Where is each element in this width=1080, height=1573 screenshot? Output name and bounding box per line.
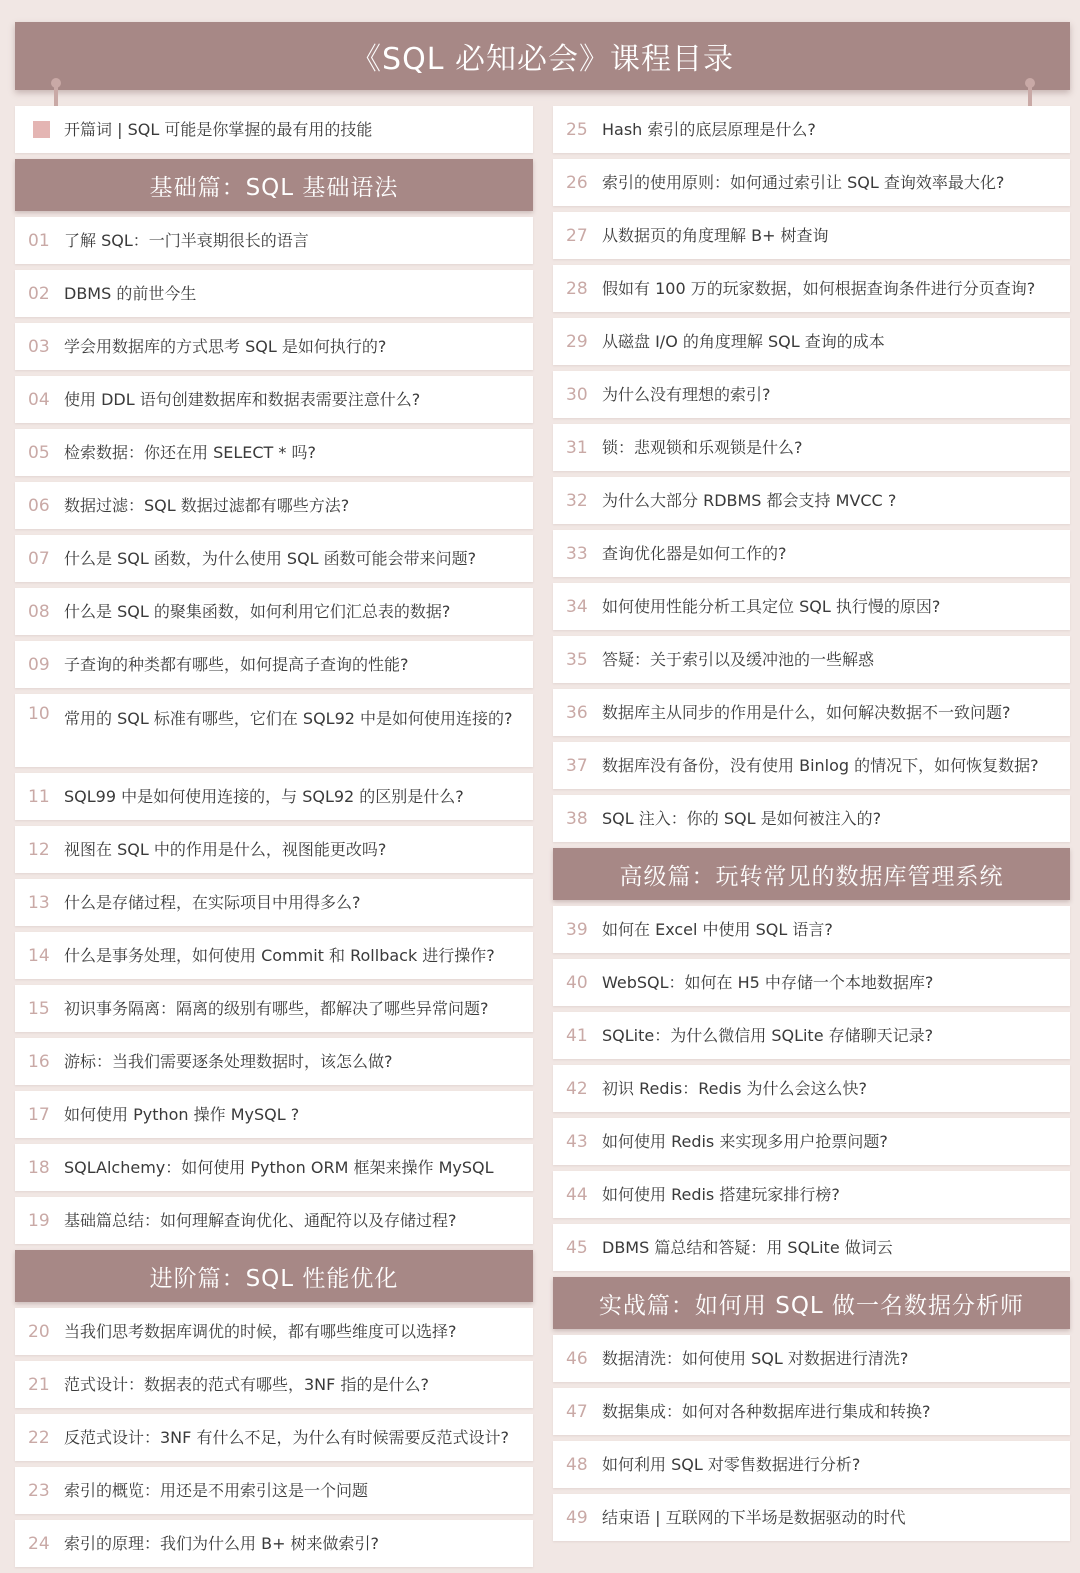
- lesson-number: 25: [566, 119, 588, 140]
- lesson-number: 40: [566, 972, 588, 993]
- lesson-number: 15: [28, 998, 50, 1019]
- lesson-number: 02: [28, 283, 50, 304]
- lesson-number: 03: [28, 336, 50, 357]
- lesson-item[interactable]: [15, 1144, 533, 1191]
- lesson-title: 了解 SQL：一门半衰期很长的语言: [64, 231, 309, 250]
- lesson-title: 数据清洗：如何使用 SQL 对数据进行清洗?: [602, 1349, 909, 1368]
- lesson-title: 数据集成：如何对各种数据库进行集成和转换?: [602, 1402, 931, 1421]
- lesson-title: 视图在 SQL 中的作用是什么，视图能更改吗?: [64, 840, 387, 859]
- lesson-number: 05: [28, 442, 50, 463]
- lesson-number: 33: [566, 543, 588, 564]
- lesson-title: 如何使用性能分析工具定位 SQL 执行慢的原因?: [602, 597, 941, 616]
- section-header-practice: 实战篇：如何用 SQL 做一名数据分析师: [553, 1277, 1070, 1329]
- intro-item[interactable]: [15, 106, 533, 153]
- lesson-item[interactable]: [553, 530, 1070, 577]
- lesson-title: 初识事务隔离：隔离的级别有哪些，都解决了哪些异常问题?: [64, 999, 489, 1018]
- lesson-item[interactable]: [15, 270, 533, 317]
- lesson-number: 06: [28, 495, 50, 516]
- lesson-item[interactable]: [553, 636, 1070, 683]
- lesson-number: 18: [28, 1157, 50, 1178]
- lesson-item[interactable]: [15, 1197, 533, 1244]
- lesson-title: 基础篇总结：如何理解查询优化、通配符以及存储过程?: [64, 1211, 457, 1230]
- lesson-item[interactable]: [15, 323, 533, 370]
- lesson-title: 从磁盘 I/O 的角度理解 SQL 查询的成本: [602, 332, 885, 351]
- lesson-title: 初识 Redis：Redis 为什么会这么快?: [602, 1079, 868, 1098]
- lesson-item[interactable]: [15, 879, 533, 926]
- lesson-item[interactable]: [553, 1171, 1070, 1218]
- section-header-advanced: 进阶篇：SQL 性能优化: [15, 1250, 533, 1302]
- lesson-title: 使用 DDL 语句创建数据库和数据表需要注意什么?: [64, 390, 421, 409]
- lesson-title: 什么是 SQL 的聚集函数，如何利用它们汇总表的数据?: [64, 602, 451, 621]
- lesson-title: 如何在 Excel 中使用 SQL 语言?: [602, 920, 833, 939]
- lesson-item[interactable]: [553, 318, 1070, 365]
- lesson-number: 09: [28, 654, 50, 675]
- lesson-item[interactable]: [15, 932, 533, 979]
- lesson-item[interactable]: [15, 641, 533, 688]
- lesson-item[interactable]: [553, 1494, 1070, 1541]
- lesson-number: 38: [566, 808, 588, 829]
- page-title: 《SQL 必知必会》课程目录: [15, 22, 1070, 90]
- lesson-item[interactable]: [553, 1224, 1070, 1271]
- lesson-item[interactable]: [553, 583, 1070, 630]
- lesson-title: 索引的概览：用还是不用索引这是一个问题: [64, 1481, 369, 1500]
- lesson-list-practice: [553, 1335, 1070, 1541]
- lesson-item[interactable]: [553, 906, 1070, 953]
- lesson-item[interactable]: [553, 212, 1070, 259]
- intro-label: 开篇词 | SQL 可能是你掌握的最有用的技能: [64, 120, 373, 139]
- lesson-number: 22: [28, 1427, 50, 1448]
- lesson-title: SQL99 中是如何使用连接的，与 SQL92 的区别是什么?: [64, 787, 464, 806]
- lesson-title: DBMS 的前世今生: [64, 284, 197, 303]
- lesson-item[interactable]: [15, 217, 533, 264]
- lesson-item[interactable]: [553, 795, 1070, 842]
- lesson-title: 假如有 100 万的玩家数据，如何根据查询条件进行分页查询?: [602, 279, 1036, 298]
- lesson-item[interactable]: [553, 689, 1070, 736]
- lesson-number: 32: [566, 490, 588, 511]
- lesson-number: 14: [28, 945, 50, 966]
- lesson-item[interactable]: [15, 588, 533, 635]
- lesson-item[interactable]: [15, 826, 533, 873]
- lesson-title: 什么是存储过程，在实际项目中用得多么?: [64, 893, 361, 912]
- lesson-title: Hash 索引的底层原理是什么?: [602, 120, 816, 139]
- lesson-title: 数据库没有备份，没有使用 Binlog 的情况下，如何恢复数据?: [602, 756, 1039, 775]
- lesson-item[interactable]: [15, 482, 533, 529]
- lesson-number: 08: [28, 601, 50, 622]
- lesson-title: 为什么大部分 RDBMS 都会支持 MVCC ?: [602, 491, 897, 510]
- lesson-title: 索引的使用原则：如何通过索引让 SQL 查询效率最大化?: [602, 173, 1005, 192]
- section-header-expert: 高级篇：玩转常见的数据库管理系统: [553, 848, 1070, 900]
- lesson-title: 学会用数据库的方式思考 SQL 是如何执行的?: [64, 337, 387, 356]
- lesson-item[interactable]: [15, 376, 533, 423]
- lesson-item[interactable]: [553, 265, 1070, 312]
- lesson-title: 如何使用 Redis 来实现多用户抢票问题?: [602, 1132, 888, 1151]
- square-bullet-icon: [33, 121, 50, 138]
- lesson-item[interactable]: [15, 773, 533, 820]
- lesson-title: 常用的 SQL 标准有哪些，它们在 SQL92 中是如何使用连接的?: [64, 709, 513, 728]
- lesson-item[interactable]: [15, 1038, 533, 1085]
- lesson-list-expert: [553, 906, 1070, 1271]
- left-column: [15, 106, 533, 1573]
- lesson-number: 12: [28, 839, 50, 860]
- lesson-item[interactable]: [15, 1467, 533, 1514]
- lesson-title: 从数据页的角度理解 B+ 树查询: [602, 226, 829, 245]
- lesson-item[interactable]: [553, 1118, 1070, 1165]
- lesson-item[interactable]: [553, 106, 1070, 153]
- lesson-number: 49: [566, 1507, 588, 1528]
- lesson-number: 20: [28, 1321, 50, 1342]
- right-column: [553, 106, 1070, 1547]
- lesson-number: 17: [28, 1104, 50, 1125]
- lesson-item[interactable]: [553, 1012, 1070, 1059]
- lesson-title: 如何使用 Redis 搭建玩家排行榜?: [602, 1185, 840, 1204]
- lesson-number: 29: [566, 331, 588, 352]
- lesson-number: 44: [566, 1184, 588, 1205]
- lesson-title: 查询优化器是如何工作的?: [602, 544, 787, 563]
- lesson-title: SQL 注入：你的 SQL 是如何被注入的?: [602, 809, 882, 828]
- lesson-item[interactable]: [15, 985, 533, 1032]
- lesson-item[interactable]: [553, 1388, 1070, 1435]
- lesson-number: 27: [566, 225, 588, 246]
- lesson-title: 反范式设计：3NF 有什么不足，为什么有时候需要反范式设计?: [64, 1428, 509, 1447]
- lesson-number: 31: [566, 437, 588, 458]
- lesson-number: 48: [566, 1454, 588, 1475]
- lesson-item[interactable]: [15, 694, 533, 767]
- lesson-number: 21: [28, 1374, 50, 1395]
- lesson-number: 47: [566, 1401, 588, 1422]
- lesson-number: 11: [28, 786, 50, 807]
- lesson-number: 35: [566, 649, 588, 670]
- lesson-number: 36: [566, 702, 588, 723]
- lesson-title: WebSQL：如何在 H5 中存储一个本地数据库?: [602, 973, 934, 992]
- lesson-title: 范式设计：数据表的范式有哪些，3NF 指的是什么?: [64, 1375, 429, 1394]
- lesson-title: 什么是 SQL 函数，为什么使用 SQL 函数可能会带来问题?: [64, 549, 477, 568]
- lesson-number: 30: [566, 384, 588, 405]
- lesson-title: 什么是事务处理，如何使用 Commit 和 Rollback 进行操作?: [64, 946, 495, 965]
- lesson-item[interactable]: [15, 535, 533, 582]
- lesson-number: 04: [28, 389, 50, 410]
- lesson-number: 34: [566, 596, 588, 617]
- lesson-number: 28: [566, 278, 588, 299]
- lesson-title: 游标：当我们需要逐条处理数据时，该怎么做?: [64, 1052, 393, 1071]
- lesson-number: 24: [28, 1533, 50, 1554]
- lesson-title: 如何利用 SQL 对零售数据进行分析?: [602, 1455, 861, 1474]
- lesson-item[interactable]: [15, 1308, 533, 1355]
- lesson-item[interactable]: [553, 1441, 1070, 1488]
- lesson-title: DBMS 篇总结和答疑：用 SQLite 做词云: [602, 1238, 893, 1257]
- lesson-item[interactable]: [553, 371, 1070, 418]
- lesson-number: 10: [28, 704, 50, 724]
- lesson-title: 如何使用 Python 操作 MySQL ?: [64, 1105, 300, 1124]
- lesson-number: 07: [28, 548, 50, 569]
- lesson-number: 42: [566, 1078, 588, 1099]
- lesson-item[interactable]: [15, 429, 533, 476]
- lesson-number: 45: [566, 1237, 588, 1258]
- lesson-number: 26: [566, 172, 588, 193]
- lesson-item[interactable]: [553, 959, 1070, 1006]
- lesson-title: 结束语 | 互联网的下半场是数据驱动的时代: [602, 1508, 906, 1527]
- lesson-item[interactable]: [15, 1361, 533, 1408]
- lesson-list-advanced-right: [553, 106, 1070, 842]
- lesson-number: 23: [28, 1480, 50, 1501]
- lesson-list-basic: [15, 217, 533, 1244]
- lesson-title: SQLite：为什么微信用 SQLite 存储聊天记录?: [602, 1026, 934, 1045]
- lesson-number: 37: [566, 755, 588, 776]
- lesson-list-advanced-left: [15, 1308, 533, 1567]
- lesson-item[interactable]: [553, 477, 1070, 524]
- lesson-item[interactable]: [553, 1335, 1070, 1382]
- lesson-title: 为什么没有理想的索引?: [602, 385, 771, 404]
- lesson-number: 19: [28, 1210, 50, 1231]
- lesson-item[interactable]: [553, 1065, 1070, 1112]
- lesson-title: SQLAlchemy：如何使用 Python ORM 框架来操作 MySQL: [64, 1158, 494, 1177]
- lesson-title: 当我们思考数据库调优的时候，都有哪些维度可以选择?: [64, 1322, 457, 1341]
- lesson-number: 41: [566, 1025, 588, 1046]
- lesson-item[interactable]: [15, 1091, 533, 1138]
- lesson-title: 答疑：关于索引以及缓冲池的一些解惑: [602, 650, 875, 669]
- lesson-item[interactable]: [553, 159, 1070, 206]
- lesson-number: 39: [566, 919, 588, 940]
- lesson-item[interactable]: [553, 424, 1070, 471]
- lesson-item[interactable]: [15, 1414, 533, 1461]
- lesson-number: 43: [566, 1131, 588, 1152]
- lesson-item[interactable]: [15, 1520, 533, 1567]
- lesson-number: 01: [28, 230, 50, 251]
- lesson-title: 锁：悲观锁和乐观锁是什么?: [602, 438, 803, 457]
- lesson-item[interactable]: [553, 742, 1070, 789]
- lesson-number: 16: [28, 1051, 50, 1072]
- lesson-title: 数据过滤：SQL 数据过滤都有哪些方法?: [64, 496, 350, 515]
- lesson-title: 检索数据：你还在用 SELECT * 吗?: [64, 443, 316, 462]
- section-header-basic: 基础篇：SQL 基础语法: [15, 159, 533, 211]
- lesson-title: 索引的原理：我们为什么用 B+ 树来做索引?: [64, 1534, 380, 1553]
- lesson-number: 46: [566, 1348, 588, 1369]
- lesson-title: 数据库主从同步的作用是什么，如何解决数据不一致问题?: [602, 703, 1011, 722]
- lesson-number: 13: [28, 892, 50, 913]
- lesson-title: 子查询的种类都有哪些，如何提高子查询的性能?: [64, 655, 409, 674]
